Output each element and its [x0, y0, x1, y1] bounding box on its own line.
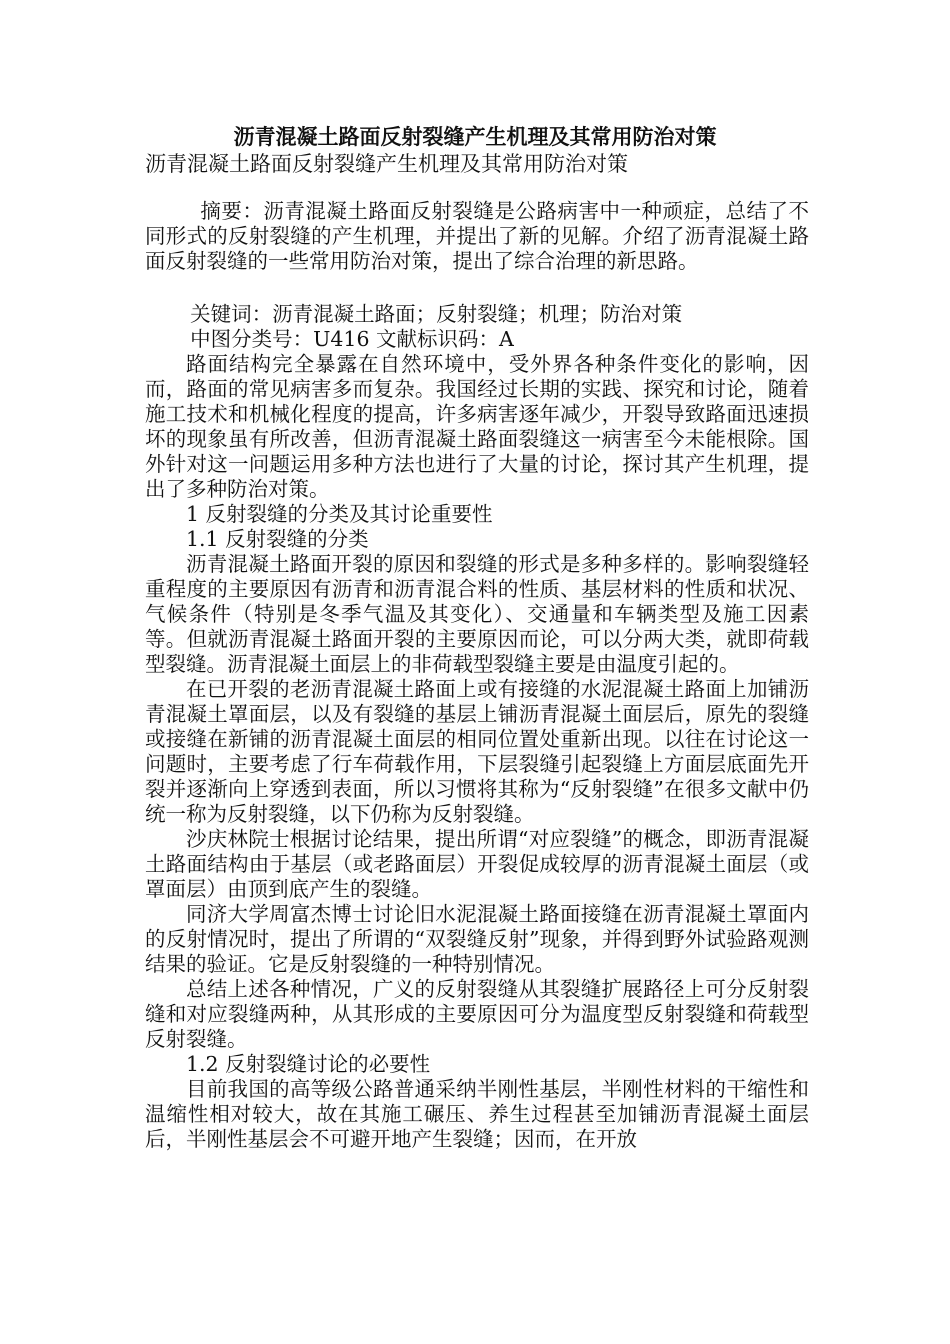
document-subtitle: 沥青混凝土路面反射裂缝产生机理及其常用防治对策: [145, 152, 628, 176]
subsection-heading: 1.1 反射裂缝的分类: [186, 527, 369, 551]
body-paragraph: 同济大学周富杰博士讨论旧水泥混凝土路面接缝在沥青混凝土罩面内的反射情况时，提出了所谓的“双裂缝反射”现象，并得到野外试验路观测结果的验证。它是反射裂缝的一种特别情况。: [145, 902, 809, 976]
paragraph-spacer: [145, 274, 809, 302]
document-body: [145, 199, 809, 1152]
abstract-paragraph: 摘要：沥青混凝土路面反射裂缝是公路病害中一种顽症，总结了不同形式的反射裂缝的产生机理，并提出了新的见解。介绍了沥青混凝土路面反射裂缝的一些常用防治对策，提出了综合治理的新思路。: [145, 199, 809, 273]
body-paragraph: 沥青混凝土路面开裂的原因和裂缝的形式是多种多样的。影响裂缝轻重程度的主要原因有沥青和沥青混合料的性质、基层材料的性质和状况、气候条件（特别是冬季气温及其变化）、交通量和车辆类型及施工因素等。但就沥青混凝土路面开裂的主要原因而论，可以分两大类，就即荷载型裂缝。沥青混凝土面层上的非荷载型裂缝主要是由温度引起的。: [145, 552, 809, 676]
body-paragraph: 目前我国的高等级公路普通采纳半刚性基层，半刚性材料的干缩性和温缩性相对较大，故在其施工碾压、养生过程甚至加铺沥青混凝土面层后，半刚性基层会不可避开地产生裂缝；因而，在开放: [145, 1077, 809, 1151]
keywords-line: 关键词：沥青混凝土路面；反射裂缝；机理；防治对策: [190, 302, 683, 326]
body-paragraph: 路面结构完全暴露在自然环境中，受外界各种条件变化的影响，因而，路面的常见病害多而复杂。我国经过长期的实践、探究和讨论，随着施工技术和机械化程度的提高，许多病害逐年减少，开裂导致路面迅速损坏的现象虽有所改善，但沥青混凝土路面裂缝这一病害至今未能根除。国外针对这一问题运用多种方法也进行了大量的讨论，探讨其产生机理，提出了多种防治对策。: [145, 352, 809, 501]
classification-line: 中图分类号：U416 文献标识码：A: [190, 327, 514, 351]
body-paragraph: 总结上述各种情况，广义的反射裂缝从其裂缝扩展路径上可分反射裂缝和对应裂缝两种，从其形成的主要原因可分为温度型反射裂缝和荷载型反射裂缝。: [145, 977, 809, 1051]
body-paragraph: 沙庆林院士根据讨论结果，提出所谓“对应裂缝”的概念，即沥青混凝土路面结构由于基层（或老路面层）开裂促成较厚的沥青混凝土面层（或罩面层）由顶到底产生的裂缝。: [145, 827, 809, 901]
body-paragraph: 在已开裂的老沥青混凝土路面上或有接缝的水泥混凝土路面上加铺沥青混凝土罩面层，以及有裂缝的基层上铺沥青混凝土面层后，原先的裂缝或接缝在新铺的沥青混凝土面层的相同位置处重新出现。以往在讨论这一问题时，主要考虑了行车荷载作用，下层裂缝引起裂缝上方面层底面先开裂并逐渐向上穿透到表面，所以习惯将其称为“反射裂缝”在很多文献中仍统一称为反射裂缝，以下仍称为反射裂缝。: [145, 677, 809, 826]
document-title: 沥青混凝土路面反射裂缝产生机理及其常用防治对策: [233, 124, 717, 149]
subsection-heading: 1.2 反射裂缝讨论的必要性: [186, 1052, 431, 1076]
section-heading: 1 反射裂缝的分类及其讨论重要性: [186, 502, 493, 526]
